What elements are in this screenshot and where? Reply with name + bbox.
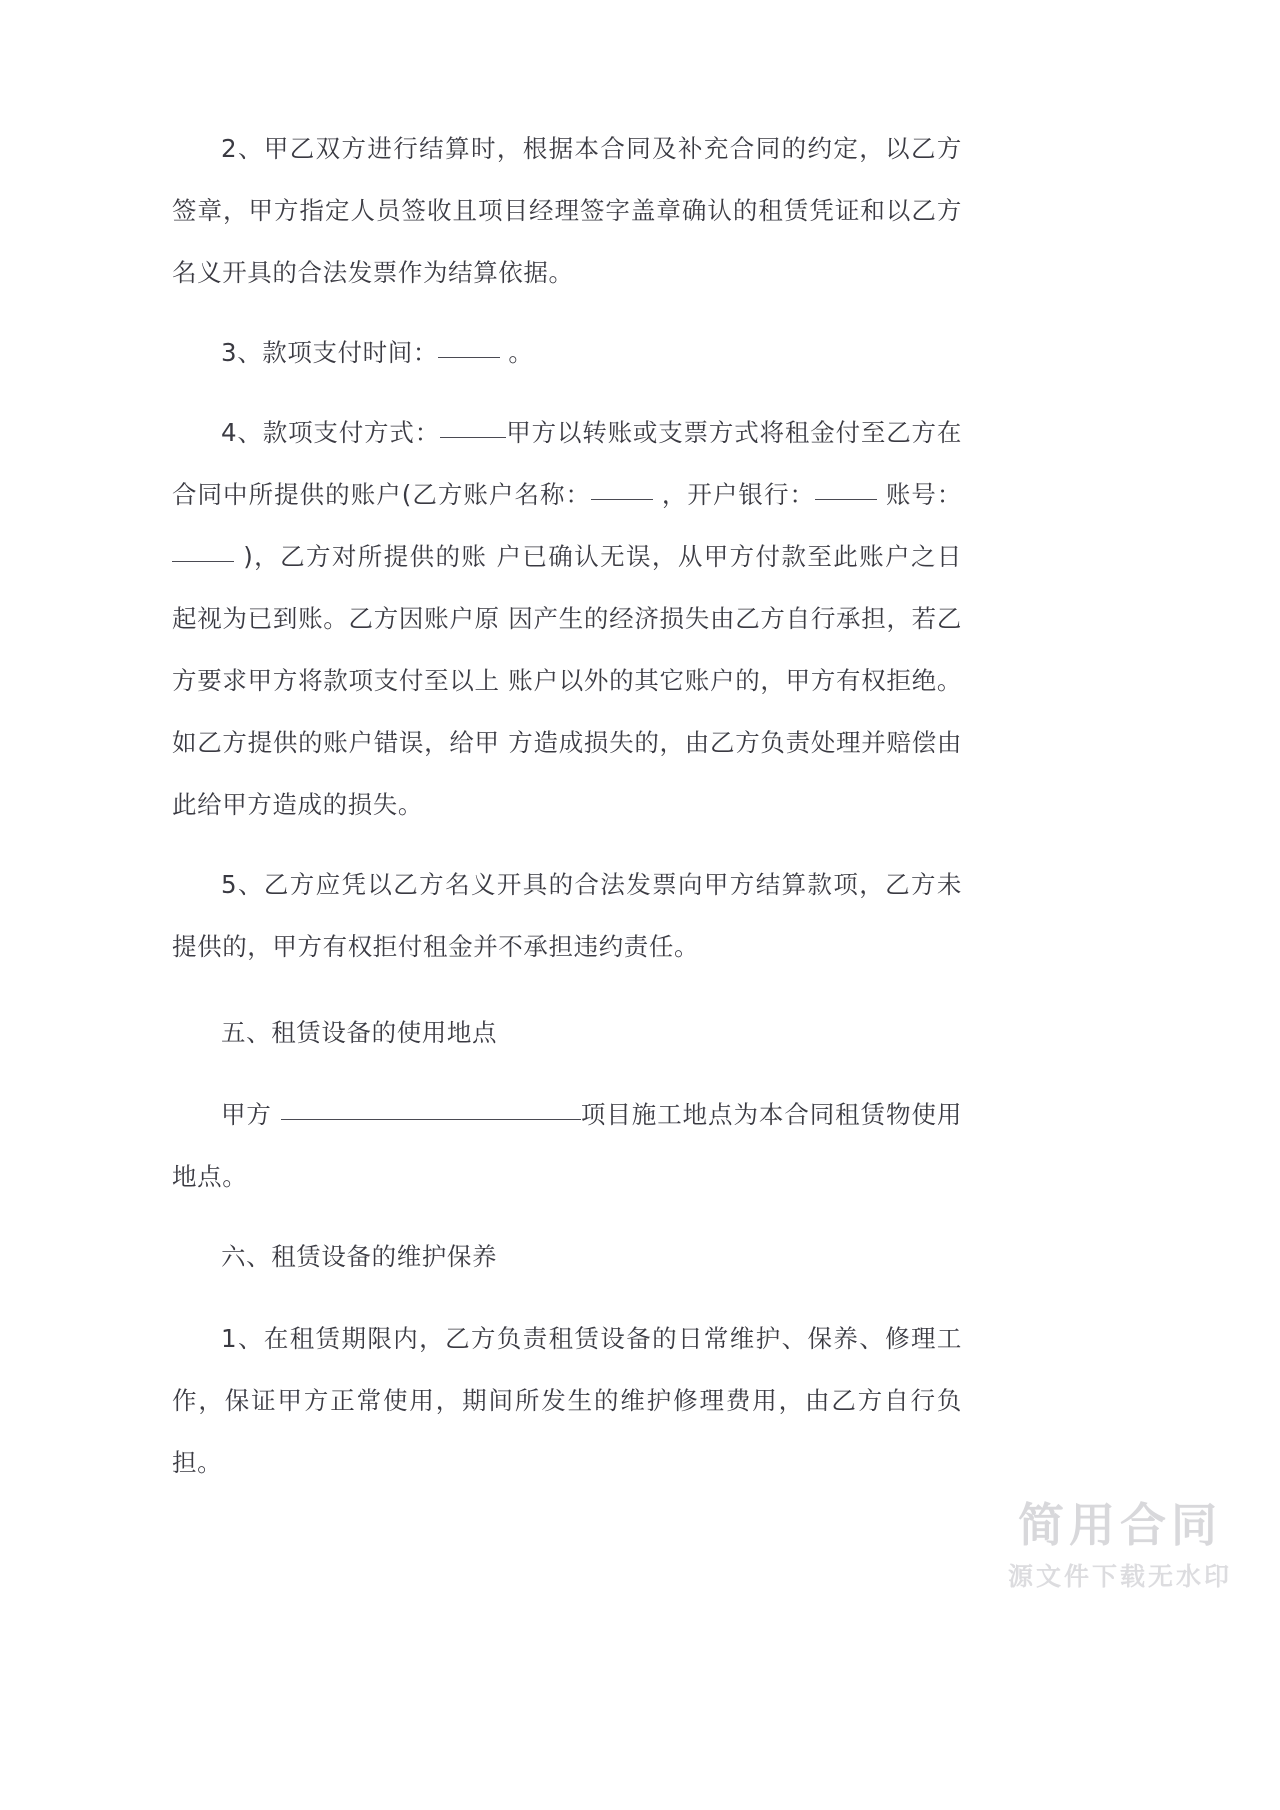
paragraph-item-2: 2、甲乙双方进行结算时，根据本合同及补充合同的约定，以乙方签章，甲方指定人员签收且项目经理签字盖章确认的租赁凭证和以乙方名义开具的合法发票作为结算依据。 [172, 134, 962, 287]
watermark [1008, 1499, 1232, 1592]
item-4-text-2: ，开户银行： [653, 480, 816, 509]
section-heading-six: 六、租赁设备的维护保养 [221, 1242, 498, 1271]
account-number-blank[interactable] [172, 561, 234, 562]
account-name-blank[interactable] [591, 499, 653, 500]
watermark-main-text: 简用合同 [1017, 1498, 1222, 1553]
section-heading-five: 五、租赁设备的使用地点 [221, 1018, 498, 1047]
section-five-prefix: 甲方 [221, 1100, 281, 1129]
project-site-blank[interactable] [281, 1119, 581, 1120]
paragraph-item-3 [172, 322, 962, 384]
bank-name-blank[interactable] [815, 499, 877, 500]
item-4-text-1: 甲方以转账或支票方式将租金付至乙方在合同中所提供的账户(乙方账户名称： [172, 418, 962, 509]
watermark-sub-text: 源文件下载无水印 [1007, 1562, 1232, 1591]
paragraph-section-five-body [172, 1084, 962, 1208]
paragraph-item-5: 5、乙方应凭以乙方名义开具的合法发票向甲方结算款项，乙方未提供的，甲方有权拒付租金并不承担违约责任。 [172, 870, 962, 961]
document-body [172, 118, 962, 1512]
item-4-label: 4、款项支付方式： [221, 418, 441, 447]
item-3-label: 3、款项支付时间： [221, 338, 438, 367]
item-3-suffix: 。 [500, 338, 534, 367]
section-five-suffix: 项目施工地点为本合同租赁物使用地点。 [172, 1100, 962, 1191]
paragraph-section-six-item-1: 1、在租赁期限内，乙方负责租赁设备的日常维护、保养、修理工作，保证甲方正常使用，期间所发生的维护修理费用，由乙方自行负担。 [172, 1324, 962, 1477]
payment-time-blank[interactable] [438, 357, 500, 358]
payment-method-blank[interactable] [440, 437, 506, 438]
paragraph-item-4 [172, 402, 962, 836]
item-4-text-4: )，乙方对所提供的账 户已确认无误，从甲方付款至此账户之日起视为已到账。乙方因账户原 因产生的经济损失由乙方自行承担，若乙方要求甲方将款项支付至以上 账户以外的其它账户的，甲方有权拒绝。如乙方提供的账户错误，给甲 方造成损失的，由乙方负责处理并赔偿由此给甲方造成的损失。 [172, 542, 962, 819]
item-4-text-3: 账号： [877, 480, 962, 509]
